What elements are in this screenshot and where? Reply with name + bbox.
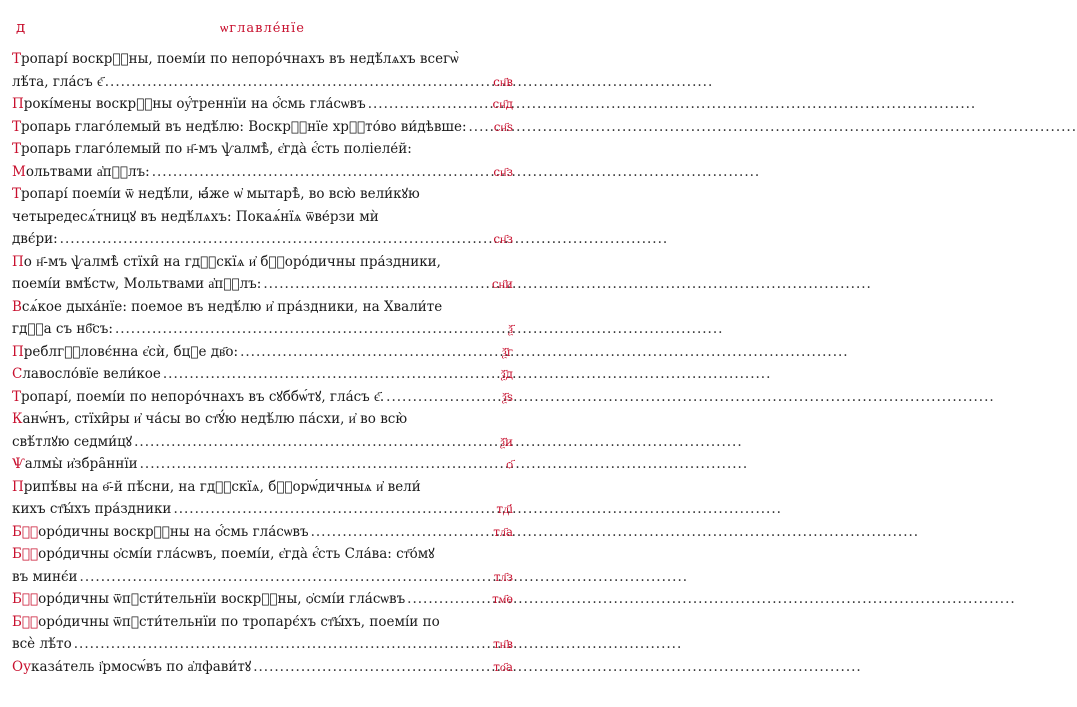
toc-entry-line	[12, 476, 471, 499]
rubric-initial: С	[12, 366, 23, 382]
page-reference: то҃а	[493, 659, 513, 674]
dot-leader	[152, 161, 761, 184]
toc-entry-line	[12, 521, 471, 544]
page-reference: тд҃і	[496, 502, 513, 516]
page-reference: сн҃з	[493, 232, 513, 246]
page-reference: ѯ҃ѕ	[502, 389, 513, 404]
page-reference: сн҃з	[493, 164, 513, 179]
entry-title-text: гдⷭ҇а съ нб҃съ:	[12, 321, 113, 337]
page-reference: сн҃д	[492, 97, 513, 111]
toc-entry-line	[12, 633, 471, 656]
toc-entry-text	[12, 476, 421, 499]
toc-entry-text	[12, 206, 379, 229]
toc-entry-text	[12, 183, 420, 206]
toc-entry-line	[12, 363, 471, 386]
toc-entry-text	[12, 521, 309, 544]
toc-entry-line	[12, 341, 471, 364]
toc-entry-text	[12, 48, 459, 71]
toc-entry-text	[12, 566, 78, 589]
entry-title-text: ⷢ҇оро́дичны ѻ҆смı́и гла́сѡвъ, поемı́и, є҆гда̀ є҆́сть Сла́ва: ст҃о́мꙋ	[38, 546, 435, 562]
entry-title-text: анѡ́нъ, стїхи̑ры и҆ ча́сы во ст҃ꙋ́ю недѣ́лю па́схи, и҆ во всю̀	[22, 411, 408, 427]
toc-entry-line	[12, 566, 471, 589]
dot-leader	[134, 431, 743, 454]
dot-leader	[115, 318, 724, 341]
entry-title-text: о н҃-мъ ѱалмѣ̀ стїхи̑ на гдⷭ҇скїѧ и҆ бⷢ҇оро́дичны пра́здники,	[23, 253, 441, 270]
dot-leader	[263, 273, 872, 296]
dot-leader	[163, 363, 772, 386]
toc-entry[interactable]	[12, 408, 513, 453]
toc-entry-line	[12, 273, 471, 296]
entry-title-text: каза́тель і҆рмосѡ́въ по а҆лфави́тꙋ	[31, 658, 252, 675]
toc-entry-line	[12, 318, 471, 341]
dot-leader	[240, 341, 849, 364]
dot-leader	[140, 453, 749, 476]
dot-leader	[60, 228, 669, 251]
toc-entry-line	[12, 656, 471, 679]
rubric-initial: Т	[12, 186, 22, 202]
entry-title-text: ропарь глаго́лемый по н҃-мъ ѱалмѣ̀, є҆гда̀ є҆́сть поліеле́й:	[21, 141, 412, 157]
toc-entry-text	[12, 296, 442, 319]
rubric-initial: П	[12, 343, 24, 360]
toc-entry[interactable]	[12, 476, 513, 521]
rubric-initial: П	[12, 478, 24, 495]
page-reference: ѯ҃д	[500, 367, 513, 381]
dot-leader	[173, 498, 782, 521]
entry-title-text: ропарı́ воскрⷭ҇ны, поемı́и по непоро́чнахъ въ недѣ́лѧхъ всегѡ̀	[21, 51, 459, 67]
rubric-initial: П	[12, 253, 24, 270]
entry-title-text: въ минє́и	[12, 568, 78, 585]
page-reference: ѻ҃	[506, 457, 513, 471]
toc-entry-text	[12, 161, 150, 184]
toc-entry-text	[12, 318, 113, 341]
rubric-initial: Б	[12, 591, 39, 607]
entry-title-text: лѣ́та, гла́съ є҃	[12, 73, 103, 90]
toc-entry[interactable]	[12, 588, 513, 611]
toc-entry[interactable]	[12, 251, 513, 296]
toc-entry[interactable]	[12, 341, 513, 364]
rubric-initial: Б	[12, 523, 39, 540]
toc-entry-text	[12, 656, 251, 679]
toc-entry-text	[12, 588, 405, 611]
entry-title-text: ⷢ҇оро́дичны воскрⷭ҇ны на ѻ҆́смь гла́сѡвъ	[38, 523, 309, 540]
toc-entry-text	[12, 543, 435, 566]
rubric-initial: Оу	[12, 658, 32, 675]
page-reference: тм҃ѳ	[492, 592, 513, 606]
toc-entry-text	[12, 431, 132, 454]
toc-entry[interactable]	[12, 48, 513, 93]
toc-entry[interactable]	[12, 656, 513, 679]
entry-title-text: четыредесѧ́тницꙋ въ недѣ́лѧхъ: Покаѧ́нїѧ ѿве́рзи мѝ	[12, 208, 379, 225]
toc-entry-text	[12, 71, 103, 94]
rubric-initial: Т	[12, 388, 22, 405]
entry-title-text: сѧ́кое дыха́нїе: поемое въ недѣ́лю и҆ пра́здники, на Хвали́те	[21, 298, 443, 315]
entry-title-text: двє́ри:	[12, 231, 58, 247]
toc-entry[interactable]	[12, 116, 513, 139]
page-reference: сн҃ѕ	[493, 119, 513, 134]
dot-leader	[74, 633, 683, 656]
page-reference: сн҃в	[493, 74, 513, 89]
toc-entry[interactable]	[12, 93, 513, 116]
rubric-initial: Т	[12, 141, 22, 157]
rubric-initial: Т	[12, 118, 22, 135]
toc-entry[interactable]	[12, 521, 513, 544]
dot-leader	[469, 116, 1077, 139]
entry-title-text: ⷢ҇оро́дичны ѿпꙋсти́тельнїи по тропарє́хъ ст҃ы́хъ, поемı́и по	[38, 613, 440, 630]
rubric-initial: Б	[12, 613, 39, 630]
dot-leader	[80, 566, 689, 589]
toc-entry[interactable]	[12, 611, 513, 656]
table-of-contents	[12, 48, 513, 678]
toc-entry-line	[12, 498, 471, 521]
toc-entry[interactable]	[12, 296, 513, 341]
rubric-initial: В	[12, 298, 22, 315]
entry-title-text: кихъ ст҃ы́хъ пра́здники	[12, 501, 172, 517]
toc-entry-line	[12, 453, 471, 476]
toc-entry-line	[12, 408, 471, 431]
entry-title-text: ропарı́, поемı́и по непоро́чнахъ въ сꙋббѡ́тꙋ, гла́съ є҃.	[21, 388, 385, 405]
page-title: ѡглавле́нїе	[220, 21, 305, 36]
toc-entry-text	[12, 498, 171, 521]
toc-entry-text	[12, 341, 238, 364]
toc-entry-line	[12, 386, 471, 409]
entry-title-text: реблгⷭ҇ловє́нна є҆сѝ, бцⷣе дв҃о:	[23, 343, 239, 360]
page-number: д	[16, 18, 26, 36]
page-reference: ѯ҃и	[500, 434, 513, 449]
toc-entry-line	[12, 206, 471, 229]
page-reference: тл҃з	[493, 569, 513, 584]
toc-entry[interactable]	[12, 138, 513, 183]
rubric-initial: М	[12, 163, 26, 180]
entry-title-text: всѐ лѣ́то	[12, 636, 72, 652]
dot-leader	[105, 71, 714, 94]
entry-title-text: лавосло́вїе вели́кое	[22, 366, 161, 382]
rubric-initial: Б	[12, 546, 39, 562]
toc-entry-line	[12, 588, 471, 611]
toc-entry-line	[12, 431, 471, 454]
toc-entry-line	[12, 611, 471, 634]
page-reference: сн҃и	[491, 277, 513, 291]
dot-leader	[368, 93, 977, 116]
toc-entry-text	[12, 633, 72, 656]
toc-entry-text	[12, 273, 261, 296]
toc-entry-line	[12, 183, 471, 206]
toc-entry[interactable]	[12, 183, 513, 251]
entry-title-text: свѣ́тлꙋю седми́цꙋ	[12, 433, 133, 450]
entry-title-text: рокı́мены воскрⷭ҇ны оу҆́треннїи на ѻ҆́смь гла́сѡвъ	[23, 96, 366, 112]
dot-leader	[253, 656, 862, 679]
rubric-initial: Ѱ	[12, 456, 25, 472]
dot-leader	[386, 386, 995, 409]
toc-page	[0, 0, 525, 707]
dot-leader	[311, 521, 920, 544]
toc-entry[interactable]	[12, 543, 513, 588]
toc-entry-text	[12, 116, 467, 139]
entry-title-text: алмы̀ и҆збра̑ннїи	[24, 456, 138, 472]
toc-entry-line	[12, 161, 471, 184]
toc-entry-text	[12, 386, 384, 409]
toc-entry-line	[12, 71, 471, 94]
rubric-initial: К	[12, 411, 23, 427]
page-reference: ѯ҃	[508, 322, 513, 336]
toc-entry-line	[12, 138, 471, 161]
toc-entry[interactable]	[12, 363, 513, 386]
toc-entry-line	[12, 48, 471, 71]
rubric-initial: Т	[12, 51, 22, 67]
toc-entry-text	[12, 363, 161, 386]
entry-title-text: ольтвами а҆пⷭ҇лъ:	[25, 163, 150, 180]
page-reference: тл҃а	[493, 524, 513, 539]
entry-title-text: рипѣ́вы на ѳ҃-й пѣ́сни, на гдⷭ҇скїѧ, бⷢ҇орѡ́дичныѧ и҆ вели́	[23, 478, 421, 495]
entry-title-text: поемı́и вмѣ́стѡ, Мольтвами а҆пⷭ҇лъ:	[12, 276, 262, 292]
toc-entry-line	[12, 228, 471, 251]
toc-entry-text	[12, 453, 138, 476]
toc-entry-line	[12, 116, 471, 139]
toc-entry-text	[12, 408, 407, 431]
toc-entry-text	[12, 611, 440, 634]
entry-title-text: ропарь глаго́лемый въ недѣ́лю: Воскрⷭ҇нїе хрⷭ҇то́во ви́дѣвше:	[21, 118, 467, 135]
toc-entry[interactable]	[12, 386, 513, 409]
rubric-initial: П	[12, 96, 24, 112]
toc-entry-text	[12, 138, 412, 161]
toc-entry-line	[12, 251, 471, 274]
toc-entry-text	[12, 93, 366, 116]
entry-title-text: ропарı́ поемı́и ѿ недѣ́ли, ꙗ҆́же ѡ҆ мытарѣ̀, во всю̀ вели́кꙋю	[21, 186, 420, 202]
page-reference: ѯ҃г	[501, 344, 513, 359]
entry-title-text: ⷢ҇оро́дичны ѿпꙋсти́тельнїи воскрⷭ҇ны, ѻ҆смı́и гла́сѡвъ	[38, 591, 406, 607]
toc-entry-text	[12, 251, 441, 274]
toc-entry[interactable]	[12, 453, 513, 476]
page-reference: тн҃в	[493, 637, 513, 651]
toc-entry-line	[12, 543, 471, 566]
toc-entry-line	[12, 93, 471, 116]
toc-entry-line	[12, 296, 471, 319]
toc-entry-text	[12, 228, 58, 251]
